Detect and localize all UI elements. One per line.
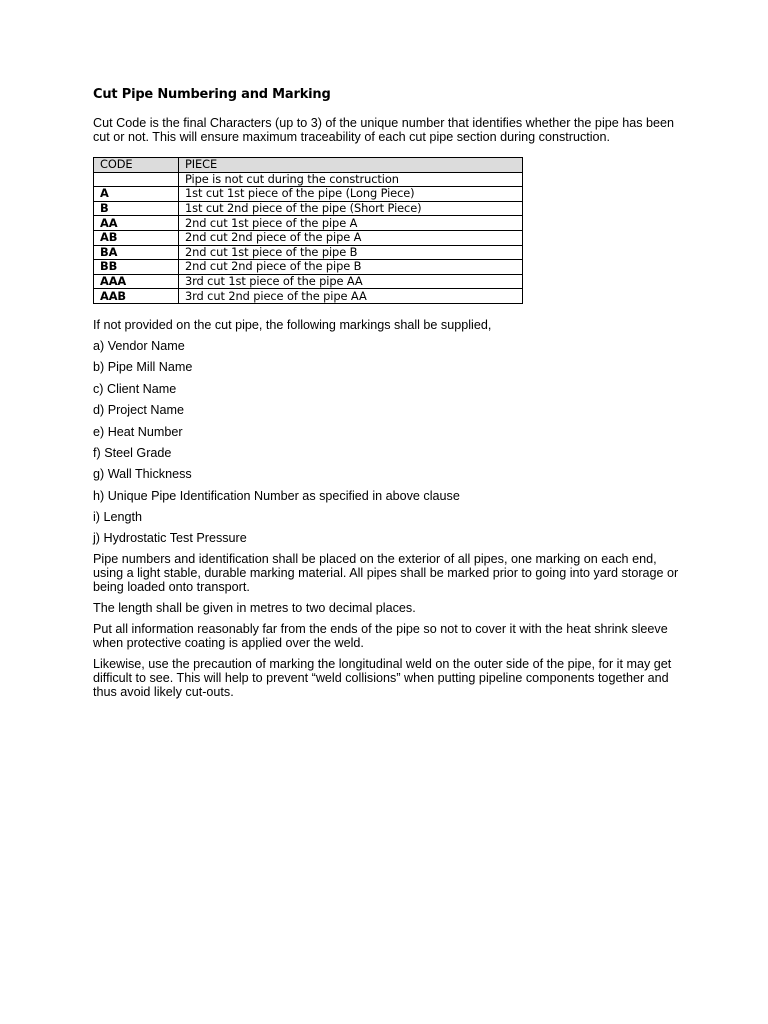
cell-code: AA — [94, 216, 179, 231]
cell-code: AAB — [94, 289, 179, 304]
cell-piece: 2nd cut 2nd piece of the pipe A — [179, 230, 523, 245]
column-header-piece: PIECE — [179, 158, 523, 173]
cell-piece: 1st cut 1st piece of the pipe (Long Piece) — [179, 187, 523, 202]
cell-code: BA — [94, 245, 179, 260]
cell-piece: Pipe is not cut during the construction — [179, 172, 523, 187]
list-item: e) Heat Number — [93, 424, 183, 439]
table-row — [94, 230, 523, 245]
table-row — [94, 245, 523, 260]
list-item: f) Steel Grade — [93, 445, 172, 460]
cell-piece: 2nd cut 2nd piece of the pipe B — [179, 260, 523, 275]
cell-code: BB — [94, 260, 179, 275]
markings-list — [93, 339, 683, 546]
cell-code: AB — [94, 230, 179, 245]
cell-code: AAA — [94, 274, 179, 289]
paragraph-identification: Pipe numbers and identification shall be placed on the exterior of all pipes, one marking on each end, using a light stable, durable marking material. All pipes shall be marked prior to going into yard storage or being loaded onto transport. — [93, 552, 679, 595]
table-row — [94, 274, 523, 289]
cut-code-table — [93, 157, 523, 304]
list-item: c) Client Name — [93, 381, 177, 396]
list-item: d) Project Name — [93, 403, 184, 418]
list-item: j) Hydrostatic Test Pressure — [93, 531, 247, 546]
cell-code — [94, 172, 179, 187]
list-item: i) Length — [93, 510, 143, 525]
table-row — [94, 216, 523, 231]
cell-piece: 3rd cut 1st piece of the pipe AA — [179, 274, 523, 289]
table-row — [94, 187, 523, 202]
cell-piece: 2nd cut 1st piece of the pipe B — [179, 245, 523, 260]
list-item: a) Vendor Name — [93, 338, 185, 353]
table-row — [94, 289, 523, 304]
cell-code: B — [94, 201, 179, 216]
cell-piece: 3rd cut 2nd piece of the pipe AA — [179, 289, 523, 304]
section-title: Cut Pipe Numbering and Marking — [93, 87, 331, 102]
paragraph-heat-shrink: Put all information reasonably far from the ends of the pipe so not to cover it with the heat shrink sleeve when protective coating is applied over the weld. — [93, 622, 668, 651]
table-row — [94, 172, 523, 187]
list-item: h) Unique Pipe Identification Number as specified in above clause — [93, 488, 460, 503]
cell-code: A — [94, 187, 179, 202]
paragraph-length: The length shall be given in metres to two decimal places. — [93, 601, 416, 616]
table-row — [94, 260, 523, 275]
table-header-row — [94, 158, 523, 173]
intro-paragraph: Cut Code is the final Characters (up to 3) of the unique number that identifies whether the pipe has been cut or not. This will ensure maximum traceability of each cut pipe section during construction. — [93, 116, 675, 144]
cell-piece: 2nd cut 1st piece of the pipe A — [179, 216, 523, 231]
markings-lead: If not provided on the cut pipe, the following markings shall be supplied, — [93, 317, 492, 332]
document-content — [93, 87, 683, 699]
list-item: b) Pipe Mill Name — [93, 360, 193, 375]
paragraph-weld: Likewise, use the precaution of marking the longitudinal weld on the outer side of the pipe, for it may get difficult to see. This will help to prevent “weld collisions” when putting pipeline components together and thus avoid likely cut-outs. — [93, 657, 672, 700]
cell-piece: 1st cut 2nd piece of the pipe (Short Piece) — [179, 201, 523, 216]
column-header-code: CODE — [94, 158, 179, 173]
table-row — [94, 201, 523, 216]
list-item: g) Wall Thickness — [93, 467, 192, 482]
